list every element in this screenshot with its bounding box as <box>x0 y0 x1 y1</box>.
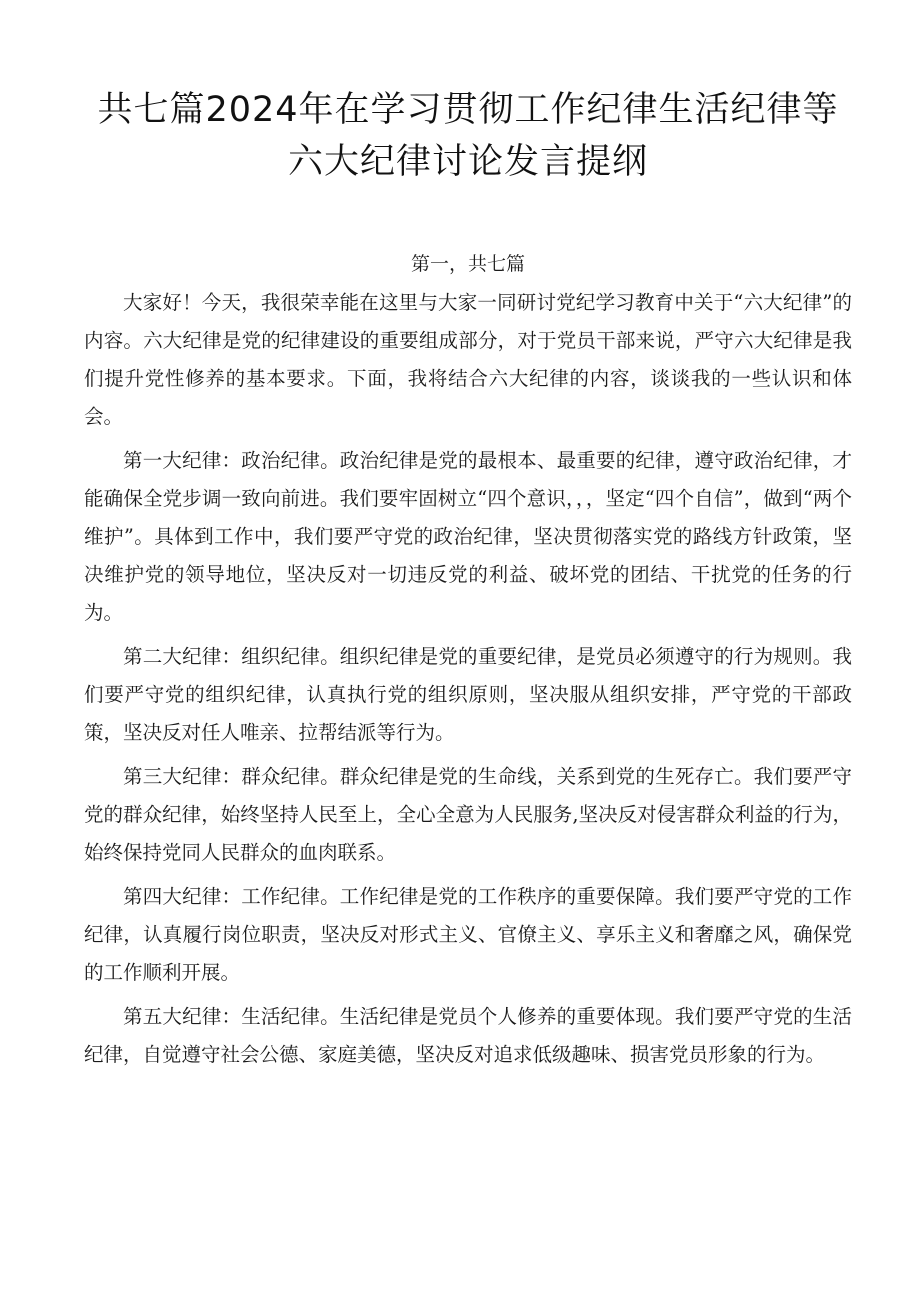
section-heading: 第一，共七篇 <box>410 253 525 275</box>
paragraph-intro: 大家好！今天，我很荣幸能在这里与大家一同研讨党纪学习教育中关于“六大纪律”的内容。六大纪律是党的纪律建设的重要组成部分，对于党员干部来说，严守六大纪律是我们提升党性修养的基本要求。下面，我将结合六大纪律的内容，谈谈我的一些认识和体会。 <box>84 291 852 428</box>
paragraph-work-discipline: 第四大纪律：工作纪律。工作纪律是党的工作秩序的重要保障。我们要严守党的工作纪律，认真履行岗位职责，坚决反对形式主义、官僚主义、享乐主义和奢靡之风，确保党的工作顺利开展。 <box>84 885 852 984</box>
document-body <box>84 284 852 1074</box>
document-title: 共七篇2024年在学习贯彻工作纪律生活纪律等六大纪律讨论发言提纲 <box>97 90 839 182</box>
paragraph-mass-discipline: 第三大纪律：群众纪律。群众纪律是党的生命线，关系到党的生死存亡。我们要严守党的群众纪律，始终坚持人民至上，全心全意为人民服务,坚决反对侵害群众利益的行为，始终保持党同人民群众的血肉联系。 <box>84 765 852 864</box>
paragraph-political-discipline: 第一大纪律：政治纪律。政治纪律是党的最根本、最重要的纪律，遵守政治纪律，才能确保全党步调一致向前进。我们要牢固树立“四个意识，，，坚定“四个自信”，做到“两个维护”。具体到工作中，我们要严守党的政治纪律，坚决贯彻落实党的路线方针政策，坚决维护党的领导地位，坚决反对一切违反党的利益、破坏党的团结、干扰党的任务的行为。 <box>84 449 852 624</box>
paragraph-organizational-discipline: 第二大纪律：组织纪律。组织纪律是党的重要纪律，是党员必须遵守的行为规则。我们要严守党的组织纪律，认真执行党的组织原则，坚决服从组织安排，严守党的干部政策，坚决反对任人唯亲、拉帮结派等行为。 <box>84 645 852 744</box>
paragraph-life-discipline: 第五大纪律：生活纪律。生活纪律是党员个人修养的重要体现。我们要严守党的生活纪律，自觉遵守社会公德、家庭美德，坚决反对追求低级趣味、损害党员形象的行为。 <box>84 1005 852 1066</box>
